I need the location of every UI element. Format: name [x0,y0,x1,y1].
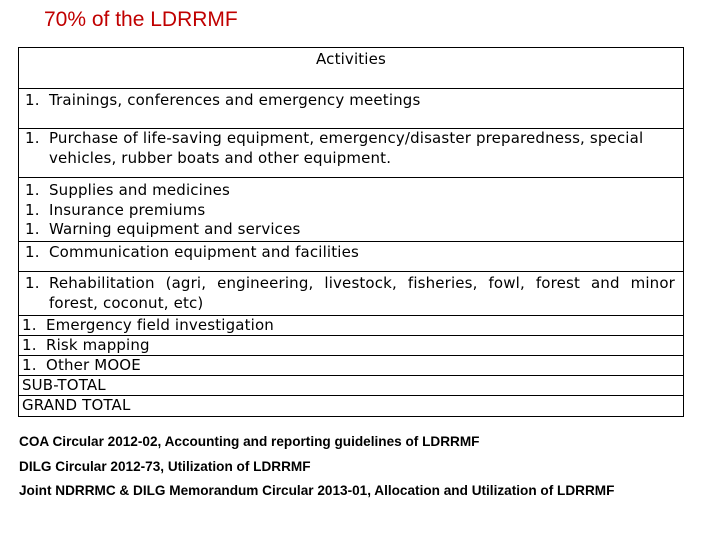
item-text: Supplies and medicines [49,181,231,199]
page-title: 70% of the LDRRMF [44,8,238,31]
list-item [19,201,683,221]
item-number: 1. [22,336,37,354]
coa-circular: COA Circular 2012-02, Accounting and reporting guidelines of LDRRMF [19,434,480,449]
list-item [19,356,683,376]
item-text: Warning equipment and services [49,220,301,239]
item-text: Trainings, conferences and emergency meetings [49,91,421,109]
list-item [19,316,683,336]
item-text: Emergency field investigation [46,316,274,334]
joint-memorandum-circular: Joint NDRRMC & DILG Memorandum Circular 2013-01, Allocation and Utilization of LDRRMF [19,483,615,498]
item-number: 1. [25,181,40,199]
list-item [19,274,683,313]
list-item [19,181,683,201]
list-item [19,336,683,356]
table-row [19,316,683,336]
item-text: Communication equipment and facilities [49,243,359,261]
table-row [19,272,683,316]
item-number: 1. [22,316,37,334]
table-row [19,242,683,272]
table-row [19,336,683,356]
table-row [19,129,683,178]
subtotal-row: SUB-TOTAL [19,376,683,396]
item-text: Risk mapping [46,336,150,354]
table-row [19,178,683,242]
table-row [19,89,683,129]
list-item [19,220,683,240]
dilg-circular: DILG Circular 2012-73, Utilization of LDRRMF [19,458,311,474]
item-number: 1. [25,274,40,292]
item-text: Insurance premiums [49,200,206,219]
table-header: Activities [19,48,683,89]
item-number: 1. [25,220,40,239]
list-item [19,91,683,111]
item-text: Rehabilitation (agri, engineering, livestock, fisheries, fowl, forest and minor forest, coconut, etc) [49,274,675,312]
grand-total-row: GRAND TOTAL [22,396,131,414]
item-text: Purchase of life-saving equipment, emergency/disaster preparedness, special vehicles, rubber boats and other equipment. [49,129,644,167]
item-number: 1. [25,243,40,261]
item-number: 1. [25,91,40,109]
table-row [19,356,683,376]
item-text: Other MOOE [46,356,141,374]
list-item [19,129,683,168]
item-number: 1. [25,129,40,147]
activities-table [18,47,684,417]
item-number: 1. [25,200,40,219]
list-item [19,243,683,263]
item-number: 1. [22,356,37,374]
references [19,430,614,504]
